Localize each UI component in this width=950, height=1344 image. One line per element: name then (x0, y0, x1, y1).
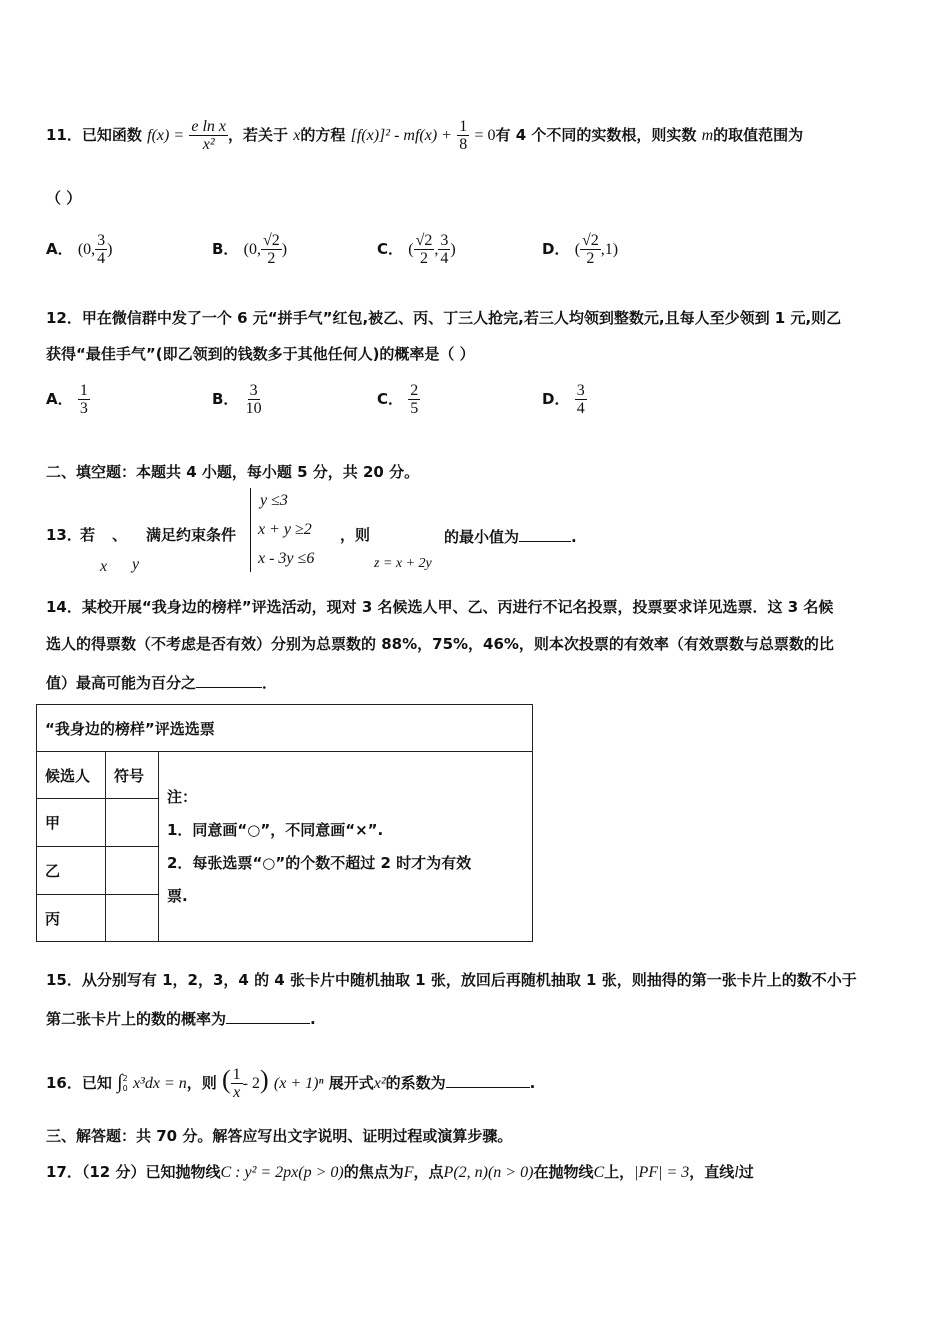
option-den: 2 (419, 250, 428, 267)
q13-text-c: ，则 (340, 526, 371, 544)
q11-equation: [f(x)]² - mf(x) + (350, 127, 452, 144)
option-label: A． (46, 390, 73, 408)
q11-number: 11． (46, 126, 82, 144)
q13-text-b: 满足约束条件 (146, 526, 237, 544)
q12-line1 (46, 308, 841, 328)
q13-c3 (258, 548, 314, 569)
option-num: 3 (440, 232, 449, 249)
constraint-3: x - 3y ≤6 (258, 550, 315, 567)
q16-frac-num: 1 (232, 1066, 241, 1083)
ballot-note (159, 752, 533, 942)
option-fraction (580, 232, 601, 267)
q13-number: 13． (46, 526, 82, 544)
q14-end: ． (262, 674, 278, 692)
q11-func-lhs: f(x) = (147, 127, 185, 144)
q17-pf: |PF| = 3 (634, 1164, 690, 1181)
q15-number: 15． (46, 971, 82, 989)
option-fraction (78, 382, 90, 417)
q13-var-x (100, 556, 107, 577)
paren-close: ) (259, 1065, 269, 1094)
q17-point: P(2, n)(n > 0) (443, 1164, 534, 1181)
q17-text-e: ，直线 (689, 1163, 735, 1181)
constraint-1: y ≤3 (260, 492, 288, 509)
q11-func-num: e ln x (191, 118, 227, 135)
ballot-table (36, 704, 533, 942)
option-num: √2 (263, 232, 280, 249)
answer-blank[interactable] (519, 525, 571, 542)
q13-var-y (132, 554, 139, 575)
option-num: √2 (415, 232, 433, 249)
q13-text-a: 若 (80, 526, 96, 544)
option-pre: ( (574, 241, 581, 258)
ballot-candidate: 丙 (37, 895, 106, 942)
q11-option-d (542, 232, 618, 267)
option-den: 4 (97, 250, 106, 267)
q16-line (46, 1066, 535, 1101)
option-den: 2 (586, 250, 595, 267)
ballot-title: “我身边的榜样”评选选票 (37, 705, 533, 752)
q11-text-b: ，若关于 (228, 126, 289, 144)
option-den: 3 (79, 400, 88, 417)
option-label: B． (212, 390, 239, 408)
option-num: 1 (79, 382, 88, 399)
q14-number: 14． (46, 598, 82, 616)
q11-var-m: m (701, 127, 714, 144)
integral-lower: 0 (122, 1083, 128, 1093)
integral-upper: 2 (122, 1073, 128, 1083)
q16-text-a: 已知 (81, 1074, 112, 1092)
q17-C: C (593, 1164, 605, 1181)
q13-obj: z = x + 2y (374, 556, 432, 571)
q13-objective (374, 552, 432, 574)
integral-limits (123, 1074, 128, 1094)
q14-line3 (46, 671, 277, 693)
constraint-2: x + y ≥2 (258, 521, 312, 538)
q11-line (46, 118, 803, 153)
option-fraction (575, 382, 587, 417)
q16-fraction (231, 1066, 243, 1101)
q11-func-fraction (189, 118, 228, 153)
q15-line1 (46, 970, 857, 990)
ballot-symbol-cell[interactable] (106, 847, 159, 895)
option-label: C． (377, 390, 404, 408)
ballot-col-candidate: 候选人 (37, 752, 106, 799)
option-den: 2 (267, 250, 276, 267)
option-den: 4 (440, 250, 449, 267)
option-num: √2 (582, 232, 599, 249)
q15-end: . (310, 1010, 316, 1028)
option-mid: , (434, 241, 439, 258)
q12-option-a (46, 382, 90, 417)
q11-text-d: 有 4 个不同的实数根，则实数 (495, 126, 697, 144)
q17-score: （12 分）已知抛物线 (81, 1163, 221, 1181)
q11-eq-fraction (457, 118, 469, 153)
option-den: 10 (245, 400, 262, 417)
q13-x: x (100, 558, 108, 575)
q17-F: F (403, 1164, 414, 1181)
answer-blank[interactable] (196, 671, 262, 688)
q16-number: 16． (46, 1074, 82, 1092)
section-3-heading: 三、解答题：共 70 分。解答应写出文字说明、证明过程或演算步骤。 (46, 1127, 513, 1145)
ballot-col-symbol: 符号 (106, 752, 159, 799)
q16-frac-den: x (233, 1084, 241, 1101)
ballot-note-2b: 票. (167, 886, 188, 905)
option-label: B． (212, 240, 239, 258)
ballot-candidate: 甲 (37, 799, 106, 847)
q15-text-line1: 从分别写有 1，2，3，4 的 4 张卡片中随机抽取 1 张，放回后再随机抽取 1 张，则抽得的第一张卡片上的数不小于 (81, 971, 857, 989)
option-post: ) (281, 241, 288, 258)
q16-text-d: 的系数为 (385, 1074, 446, 1092)
q16-text-c: 展开式 (328, 1074, 374, 1092)
q11-option-c (377, 232, 456, 267)
option-den: 4 (576, 400, 585, 417)
q11-option-a (46, 232, 113, 267)
q16-minus: - 2 (242, 1075, 260, 1092)
q16-term: x² (373, 1075, 386, 1092)
option-fraction (414, 232, 435, 267)
q15-line2 (46, 1007, 316, 1029)
option-num: 2 (410, 382, 419, 399)
q17-l: l (734, 1164, 739, 1181)
q11-eq-rhs: = 0 (474, 127, 496, 144)
q17-text-b: ，点 (413, 1163, 444, 1181)
q13-text-d-label: 的最小值为 (444, 528, 520, 546)
q12-option-d (542, 382, 587, 417)
q11-paren: （ ） (46, 189, 82, 207)
q12-option-b (212, 382, 264, 417)
q11-text-c: 的方程 (300, 126, 346, 144)
answer-blank[interactable] (446, 1071, 530, 1088)
option-post: ,1) (600, 241, 619, 258)
q17-text-c: 在抛物线 (533, 1163, 594, 1181)
option-pre: (0, (77, 241, 96, 258)
section-2-heading: 二、填空题：本题共 4 小题，每小题 5 分，共 20 分。 (46, 463, 420, 481)
q16-power: (x + 1)ⁿ (273, 1075, 324, 1092)
q11-var-x: x (293, 127, 301, 144)
q11-text-e: 的取值范围为 (713, 126, 804, 144)
ballot-symbol-cell[interactable] (106, 895, 159, 942)
q11-eq-num: 1 (459, 118, 468, 135)
option-post: ) (450, 241, 456, 258)
q17-number: 17． (46, 1163, 82, 1181)
option-pre: ( (408, 241, 414, 258)
q11-text-a: 已知函数 (81, 126, 142, 144)
option-fraction (261, 232, 282, 267)
q12-number: 12． (46, 309, 82, 327)
option-label: A． (46, 240, 73, 258)
q11-option-b (212, 232, 287, 267)
q14-line2: 选人的得票数（不考虑是否有效）分别为总票数的 88%，75%，46%，则本次投票的有效率（有效票数与总票数的比 (46, 635, 834, 653)
option-post: ) (107, 241, 113, 258)
q16-end: . (529, 1074, 536, 1092)
integral-sign: ∫ (117, 1071, 123, 1093)
ballot-note-1: 1．同意画“○”，不同意画“×”. (167, 820, 384, 839)
option-fraction (95, 232, 107, 267)
q12-line2: 获得“最佳手气”(即乙领到的钱数多于其他任何人)的概率是（ ） (46, 345, 475, 363)
q14-text-line3: 值）最高可能为百分之 (46, 674, 197, 692)
q16-integrand: x³dx = n (132, 1075, 187, 1092)
q11-eq-den: 8 (459, 136, 468, 153)
q13-c1 (260, 490, 288, 511)
option-pre: (0, (243, 241, 261, 258)
option-num: 3 (249, 382, 258, 399)
q14-text-line1: 某校开展“我身边的榜样”评选活动，现对 3 名候选人甲、乙、丙进行不记名投票，投票要求详见选票．这 3 名候 (81, 598, 834, 616)
option-den: 5 (410, 400, 419, 417)
option-num: 3 (576, 382, 585, 399)
q17-text-a: 的焦点为 (343, 1163, 404, 1181)
option-label: D． (542, 390, 570, 408)
ballot-note-title: 注： (167, 787, 198, 806)
q12-option-c (377, 382, 420, 417)
q14-line1 (46, 597, 833, 617)
q17-text-d: 上， (604, 1163, 635, 1181)
ballot-candidate: 乙 (37, 847, 106, 895)
option-fraction-2 (438, 232, 450, 267)
q17-parabola: C : y² = 2px(p > 0) (220, 1164, 344, 1181)
paren-open: ( (221, 1065, 231, 1094)
option-fraction (244, 382, 264, 417)
q13-sep: 、 (112, 526, 128, 544)
q13-c2 (258, 519, 312, 540)
q15-text-line2: 第二张卡片上的数的概率为 (46, 1010, 227, 1028)
option-label: D． (542, 240, 570, 258)
q16-text-b: ，则 (186, 1074, 217, 1092)
q11-func-den: x² (202, 136, 215, 153)
option-num: 3 (97, 232, 106, 249)
q12-text-line1: 甲在微信群中发了一个 6 元“拼手气”红包,被乙、丙、丁三人抢完,若三人均领到整数元,且每人至少领到 1 元,则乙 (81, 309, 842, 327)
q13-end: . (571, 528, 577, 546)
option-fraction (408, 382, 420, 417)
q13-text-d (444, 525, 577, 547)
option-label: C． (377, 240, 404, 258)
q17-line (46, 1162, 754, 1183)
ballot-note-2a: 2．每张选票“○”的个数不超过 2 时才为有效 (167, 853, 472, 872)
ballot-symbol-cell[interactable] (106, 799, 159, 847)
answer-blank[interactable] (226, 1007, 310, 1024)
q13-y: y (132, 556, 140, 573)
q17-text-f: 过 (738, 1163, 754, 1181)
